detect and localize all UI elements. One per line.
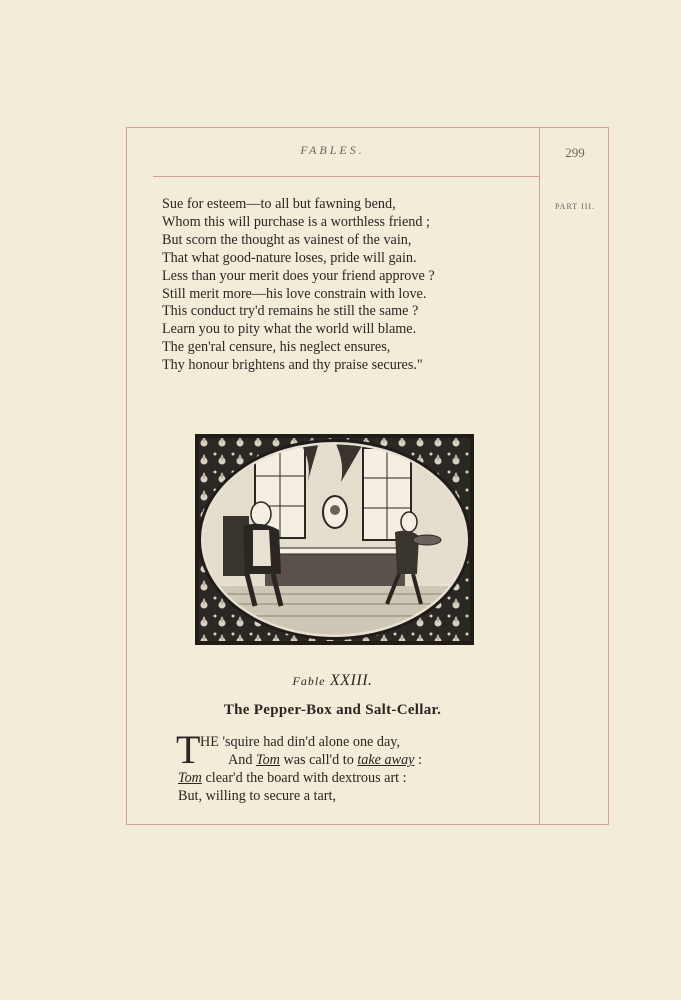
header-rule — [153, 176, 539, 177]
running-title: FABLES. — [300, 143, 365, 157]
engraving-illustration — [195, 434, 474, 645]
poem-line: Sue for esteem—to all but fawning bend, — [162, 196, 396, 212]
margin-rule — [539, 127, 540, 825]
engraving-art — [195, 434, 474, 645]
poem-line: But scorn the thought as vainest of the vain, — [162, 231, 412, 248]
fable-number — [126, 672, 539, 690]
page-number: 299 — [565, 145, 585, 160]
opening-line: Tom clear'd the board with dextrous art : — [178, 770, 407, 786]
opening-line: But, willing to secure a tart, — [178, 788, 336, 804]
drop-cap: T — [176, 727, 201, 772]
fable-label-word: Fable — [292, 674, 326, 688]
opening-line: HE 'squire had din'd alone one day, — [200, 734, 401, 750]
poem-line: Still merit more—his love constrain with love. — [162, 285, 427, 302]
poem-line: That what good-nature loses, pride will gain. — [162, 249, 417, 266]
poem-line: Less than your merit does your friend approve ? — [162, 267, 435, 284]
poem-line: Learn you to pity what the world will blame. — [162, 321, 417, 338]
poem-line: Thy honour brightens and thy praise secures." — [162, 357, 423, 374]
fable-opening — [180, 733, 422, 805]
part-label: PART III. — [554, 202, 596, 211]
poem-line: Whom this will purchase is a worthless friend ; — [162, 213, 430, 230]
poem-line: This conduct try'd remains he still the same ? — [162, 303, 419, 320]
fable-title: The Pepper-Box and Salt-Cellar. — [223, 702, 442, 718]
opening-line: And Tom was call'd to take away : — [228, 752, 422, 768]
fable-numeral: XXIII. — [329, 672, 373, 689]
poem-line: The gen'ral censure, his neglect ensures, — [162, 339, 391, 356]
poem-stanza — [162, 196, 435, 375]
